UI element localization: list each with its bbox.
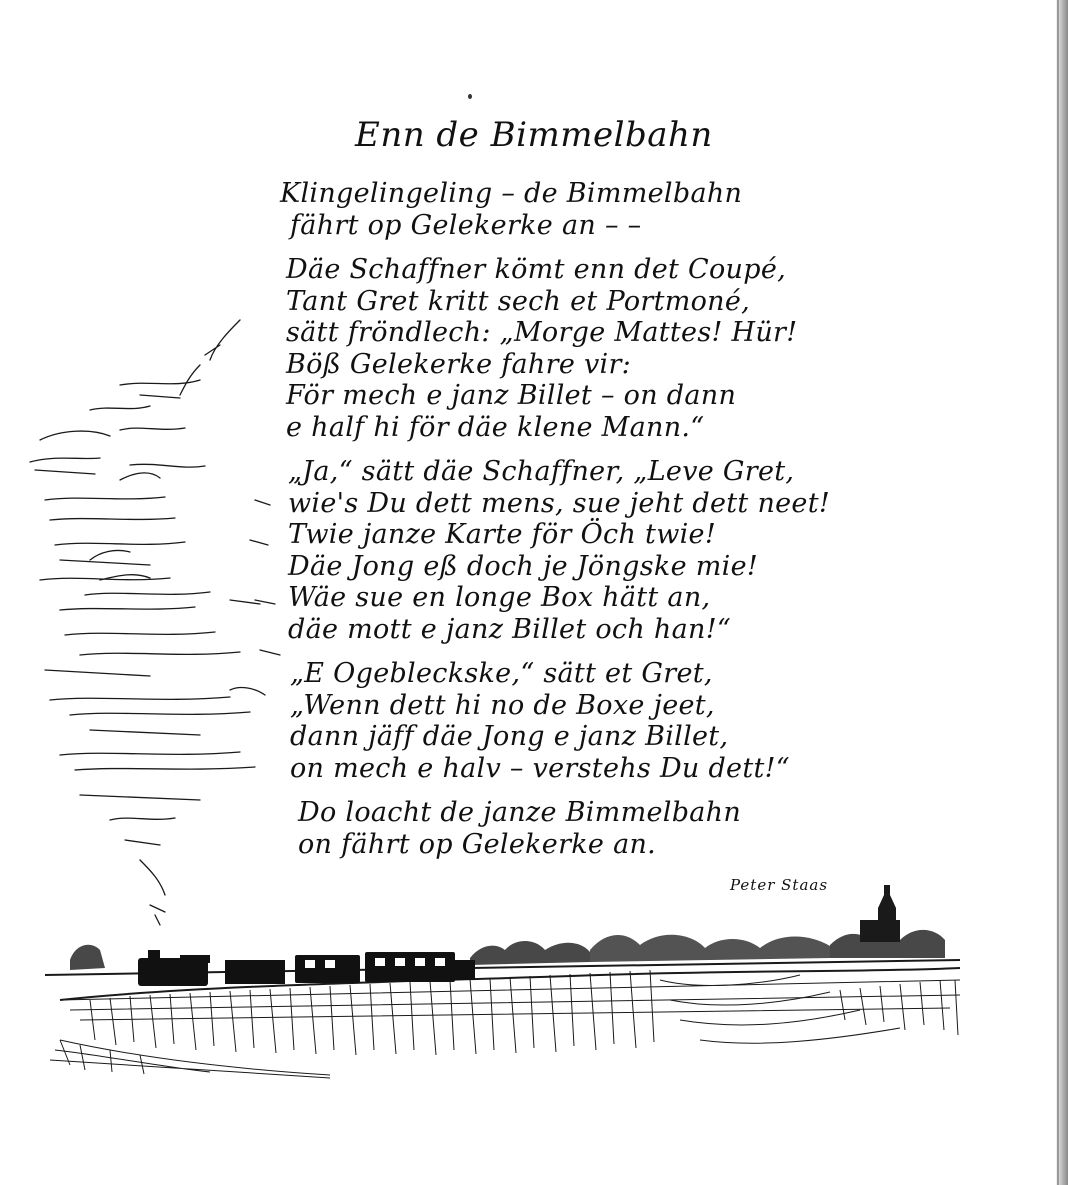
poem-line: dann jäff däe Jong e janz Billet,: [290, 721, 729, 752]
field-hatching: [50, 970, 960, 1078]
poem-line: Däe Schaffner kömt enn det Coupé,: [286, 254, 786, 285]
stanza: [272, 254, 892, 443]
poem-line: Wäe sue en longe Box hätt an,: [288, 582, 711, 613]
poem-line: sätt fröndlech: „Morge Mattes! Hür!: [286, 317, 798, 348]
poem-line: Däe Jong eß doch je Jöngske mie!: [288, 550, 758, 582]
poem-line: „Wenn dett hi no de Boxe jeet,: [290, 689, 715, 721]
stanza: [272, 178, 892, 241]
poem-title: Enn de Bimmelbahn: [355, 115, 713, 155]
poem-line: Klingelingeling – de Bimmelbahn: [280, 178, 743, 209]
poem-line: e half hi för däe klene Mann.“: [286, 411, 705, 443]
poem-body: [272, 178, 892, 873]
cloud-sketch-lines: [30, 320, 280, 925]
stanza: [272, 658, 892, 784]
stanza: [272, 456, 892, 645]
stanza: [272, 797, 892, 860]
poem-line: fährt op Gelekerke an – –: [290, 209, 642, 241]
poem-line: „E Ogebleckske,“ sätt et Gret,: [290, 658, 713, 689]
poem-line: „Ja,“ sätt däe Schaffner, „Leve Gret,: [288, 456, 795, 487]
poem-line: däe mott e janz Billet och han!“: [288, 613, 731, 645]
poem-line: Do loacht de janze Bimmelbahn: [298, 797, 742, 828]
poem-line: on fährt op Gelekerke an.: [298, 828, 657, 860]
train-icon: [138, 950, 475, 986]
poem-line: Böß Gelekerke fahre vir:: [286, 348, 632, 380]
poem-line: on mech e halv – verstehs Du dett!“: [290, 752, 790, 784]
church-icon: [860, 885, 900, 942]
poem-line: Tant Gret kritt sech et Portmoné,: [286, 285, 751, 317]
poem-line: Twie janze Karte för Öch twie!: [288, 519, 716, 550]
poem-line: wie's Du dett mens, sue jeht dett neet!: [288, 487, 831, 519]
author-signature: Peter Staas: [730, 876, 829, 894]
poem-line: För mech e janz Billet – on dann: [286, 380, 737, 411]
